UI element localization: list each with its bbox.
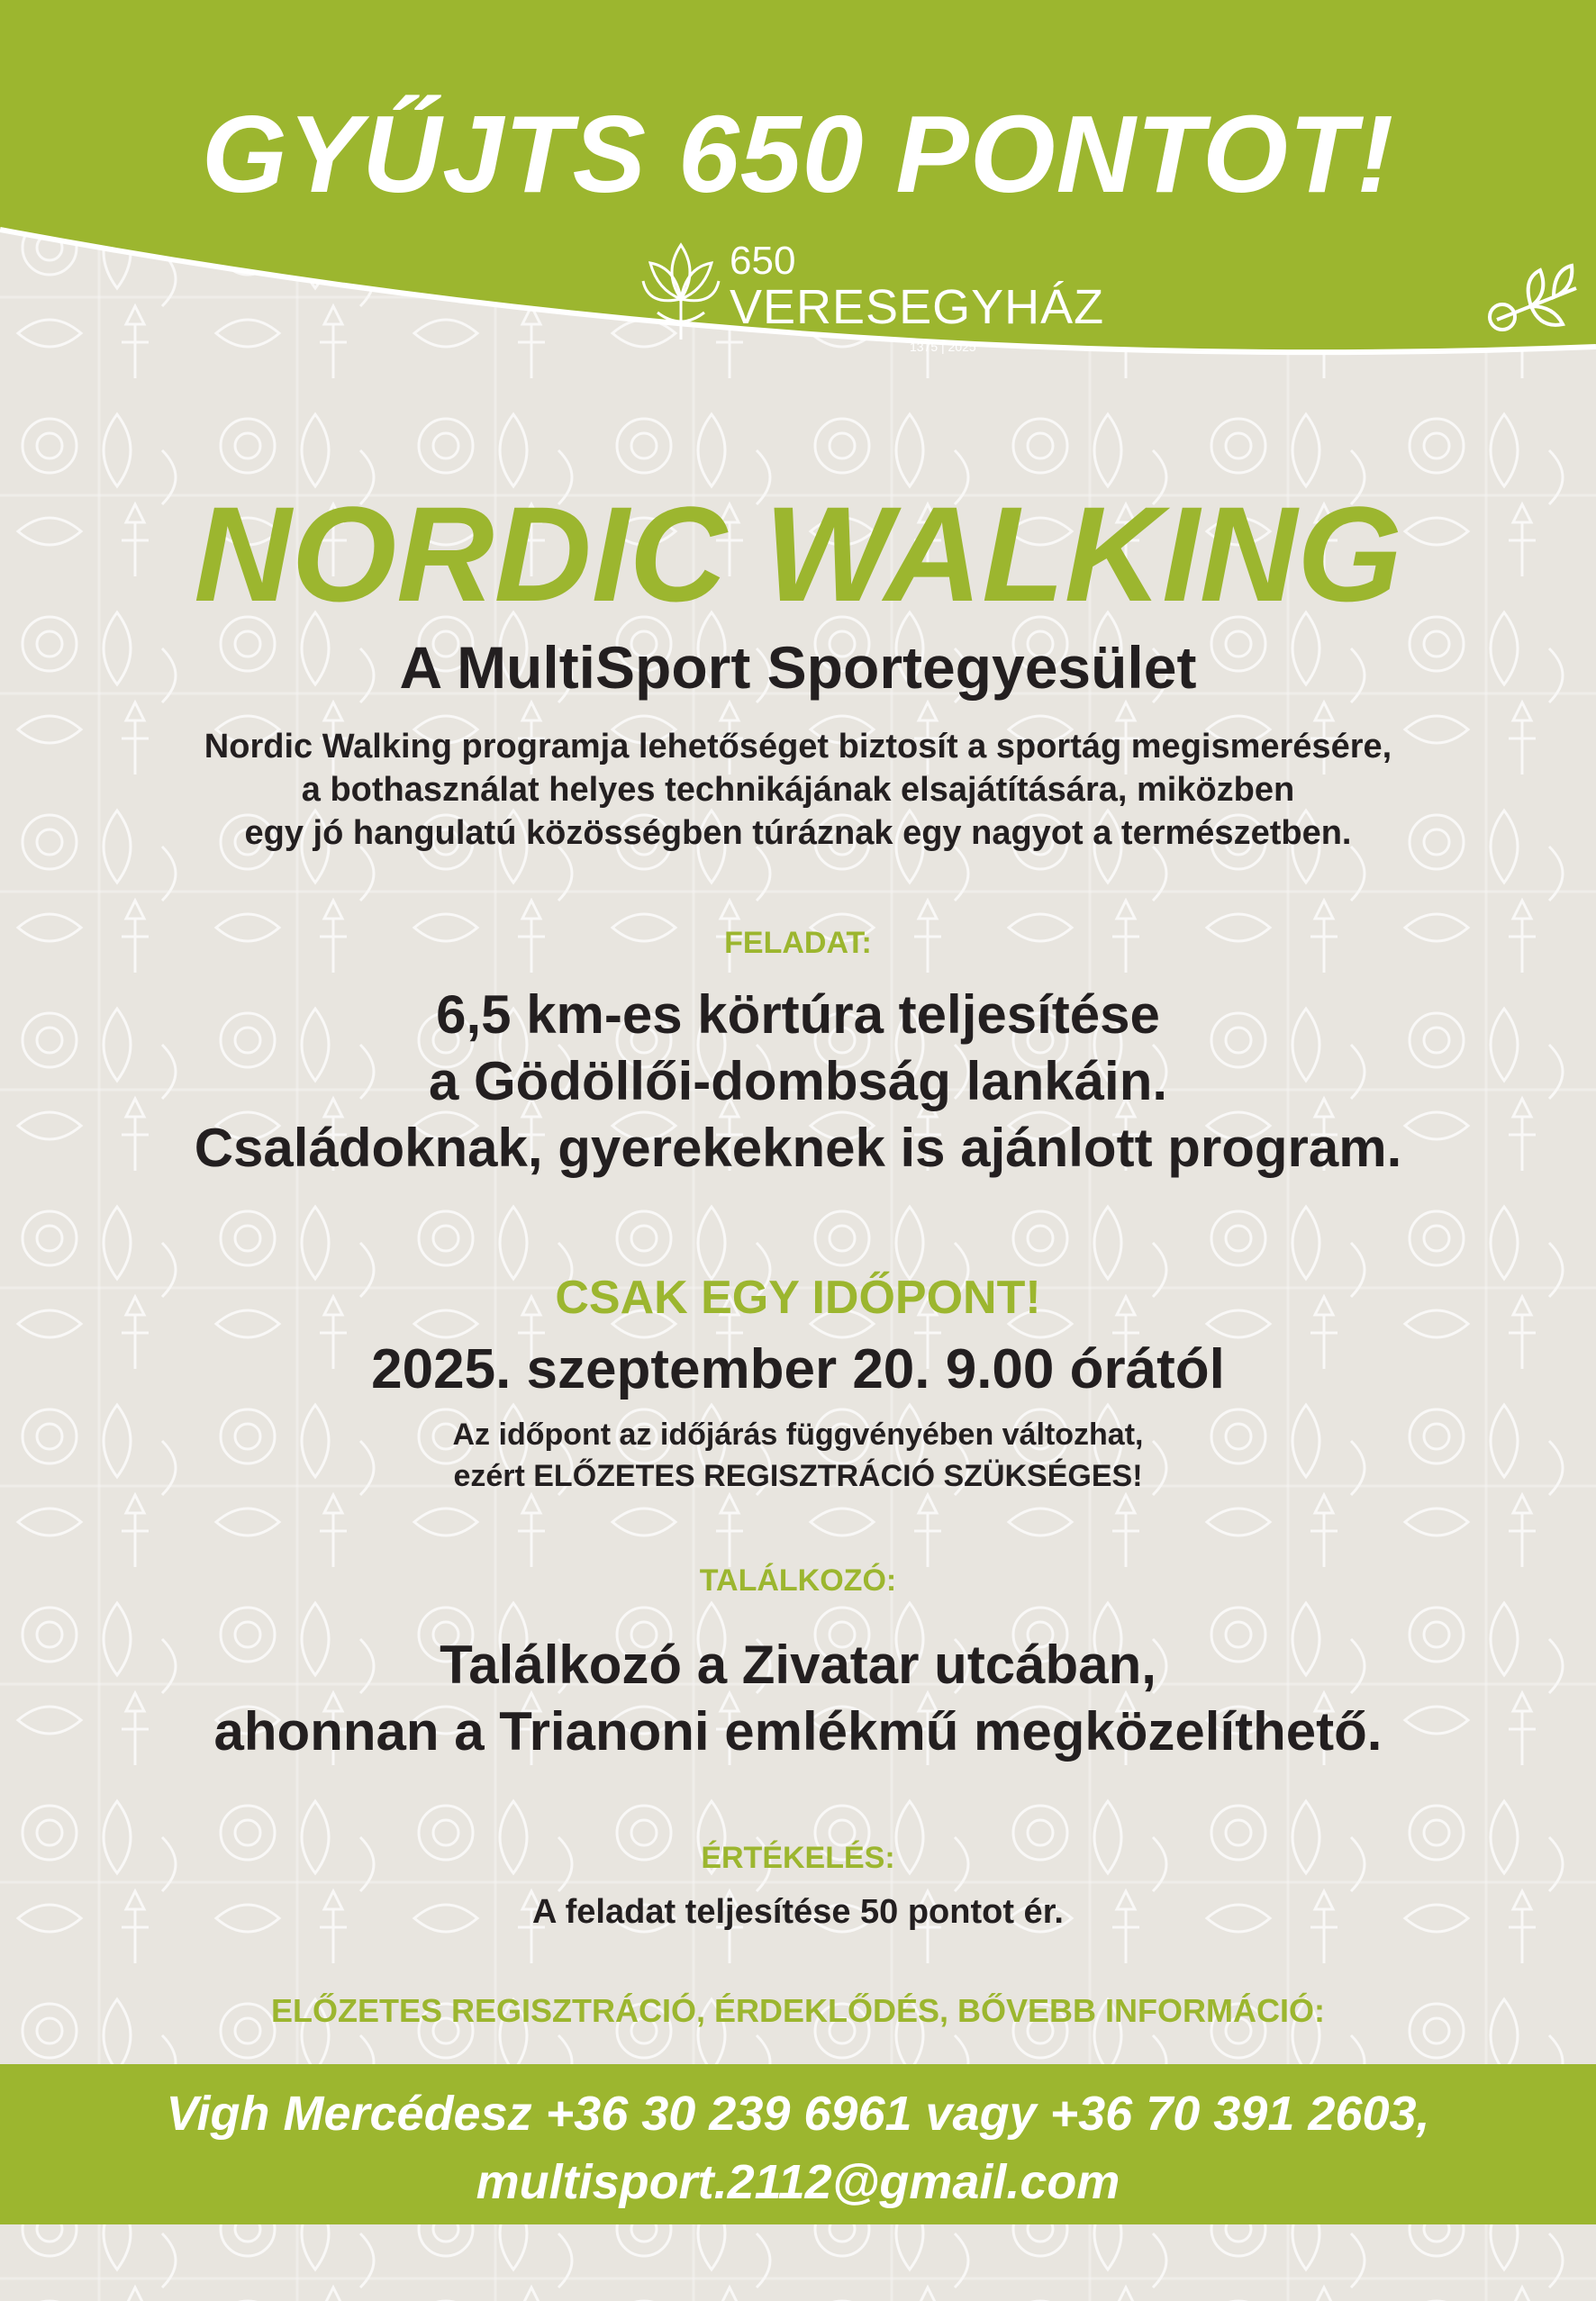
lotus-emblem-icon (639, 236, 722, 344)
evaluation-text: A feladat teljesítése 50 pontot ér. (532, 1893, 1064, 1931)
info-label: ELŐZETES REGISZTRÁCIÓ, ÉRDEKLŐDÉS, BŐVEBB INFORMÁCIÓ: (270, 1992, 1326, 2029)
date-note-line: Az időpont az időjárás függvényében változhat, (452, 1418, 1144, 1452)
description-line: egy jó hangulatú közösségben túráznak egy nagyot a természetben. (244, 814, 1352, 852)
meeting-text (0, 1632, 1596, 1765)
date-note (0, 1414, 1596, 1497)
contact-phone-line[interactable]: Vigh Mercédesz +36 30 239 6961 vagy +36 70 391 2603, (166, 2087, 1430, 2141)
logo-years: 1375 | 2025 (910, 340, 976, 354)
description-line: Nordic Walking programja lehetőséget biztosít a sportág megismerésére, (204, 728, 1392, 765)
task-line: 6,5 km-es körtúra teljesítése (436, 984, 1160, 1045)
description (0, 725, 1596, 855)
logo-name: VERESEGYHÁZ (730, 280, 1105, 334)
page-title: NORDIC WALKING (194, 478, 1402, 630)
contact-email[interactable]: multisport.2112@gmail.com (476, 2155, 1120, 2209)
meeting-line: Találkozó a Zivatar utcában, (440, 1635, 1156, 1695)
meeting-line: ahonnan a Trianoni emlékmű megközelíthető. (213, 1701, 1383, 1762)
date-heading: CSAK EGY IDŐPONT! (555, 1272, 1041, 1324)
headline: GYŰJTS 650 PONTOT! (201, 93, 1395, 215)
logo-number: 650 (730, 239, 796, 283)
description-line: a bothasználat helyes technikájának elsajátítására, miközben (301, 771, 1295, 809)
date-note-line: ezért ELŐZETES REGISZTRÁCIÓ SZÜKSÉGES! (453, 1459, 1143, 1493)
task-text (0, 982, 1596, 1182)
organizer: A MultiSport Sportegyesület (399, 634, 1197, 701)
header-banner (0, 0, 1596, 378)
event-date: 2025. szeptember 20. 9.00 órától (371, 1338, 1225, 1400)
evaluation-label: ÉRTÉKELÉS: (701, 1841, 895, 1875)
task-label: FELADAT: (724, 926, 872, 960)
contact-footer (0, 2064, 1596, 2224)
task-line: a Gödöllői-dombság lankáin. (428, 1051, 1168, 1111)
veresegyhaz-logo (639, 236, 1105, 354)
meeting-label: TALÁLKOZÓ: (699, 1563, 897, 1598)
task-line: Családoknak, gyerekeknek is ajánlott program. (194, 1118, 1402, 1178)
